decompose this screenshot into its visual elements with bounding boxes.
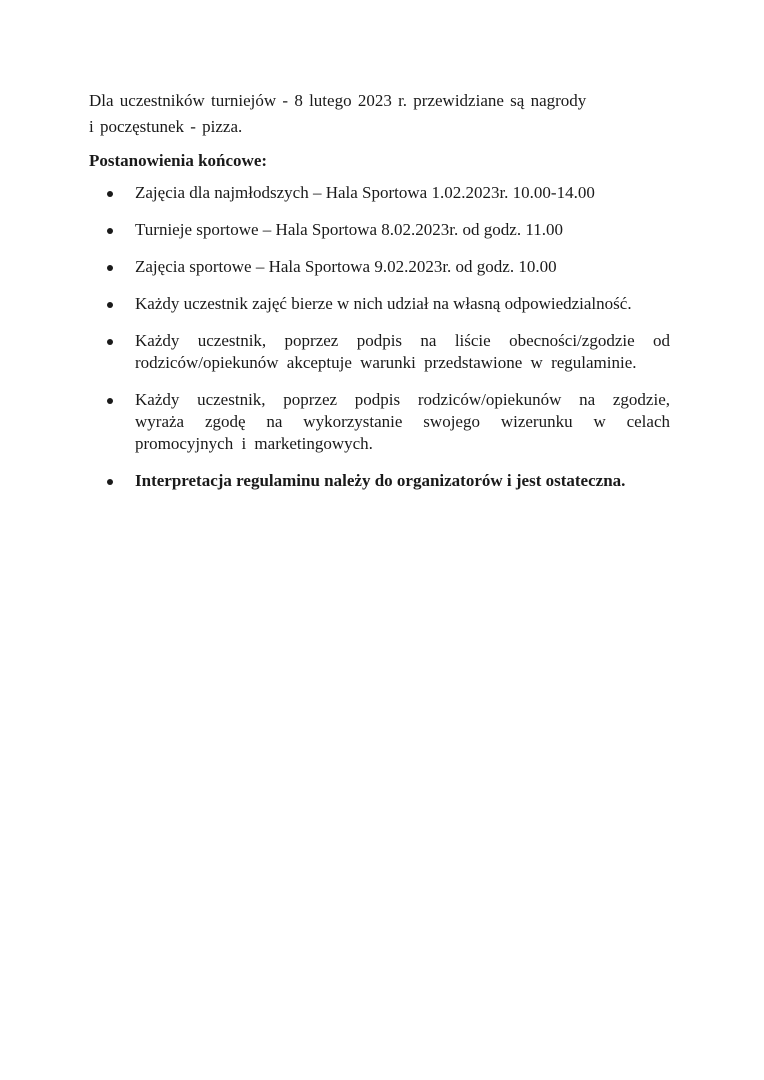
list-item-text: Zajęcia sportowe – Hala Sportowa 9.02.2023r. od godz. 10.00 (135, 257, 557, 276)
bullet-icon (107, 479, 113, 485)
list-item (107, 219, 670, 241)
bullet-icon (107, 302, 113, 308)
list-item-text: Każdy uczestnik, poprzez podpis rodziców/opiekunów na zgodzie, wyraża zgodę na wykorzystanie swojego wizerunku w celach promocyjnych i marketingowych. (135, 390, 670, 453)
list-item-text: Każdy uczestnik zajęć bierze w nich udział na własną odpowiedzialność. (135, 294, 632, 313)
bullet-icon (107, 398, 113, 404)
list-item-text: Zajęcia dla najmłodszych – Hala Sportowa 1.02.2023r. 10.00-14.00 (135, 183, 595, 202)
list-item-final (107, 470, 670, 492)
section-heading: Postanowienia końcowe: (89, 151, 268, 170)
intro-line-2: i poczęstunek - pizza. (89, 117, 243, 136)
bullet-icon (107, 339, 113, 345)
provisions-list (107, 182, 670, 507)
list-item (107, 256, 670, 278)
intro-paragraph (89, 88, 669, 140)
list-item (107, 182, 670, 204)
list-item-text: Interpretacja regulaminu należy do organizatorów i jest ostateczna. (135, 471, 626, 490)
bullet-icon (107, 265, 113, 271)
bullet-icon (107, 191, 113, 197)
list-item-text: Turnieje sportowe – Hala Sportowa 8.02.2023r. od godz. 11.00 (135, 220, 563, 239)
list-item (107, 389, 670, 455)
intro-line-1: Dla uczestników turniejów - 8 lutego 2023 r. przewidziane są nagrody (89, 91, 587, 110)
list-item-text: Każdy uczestnik, poprzez podpis na liście obecności/zgodzie od rodziców/opiekunów akceptuje warunki przedstawione w regulaminie. (135, 331, 670, 372)
list-item (107, 330, 670, 374)
list-item (107, 293, 670, 315)
bullet-icon (107, 228, 113, 234)
